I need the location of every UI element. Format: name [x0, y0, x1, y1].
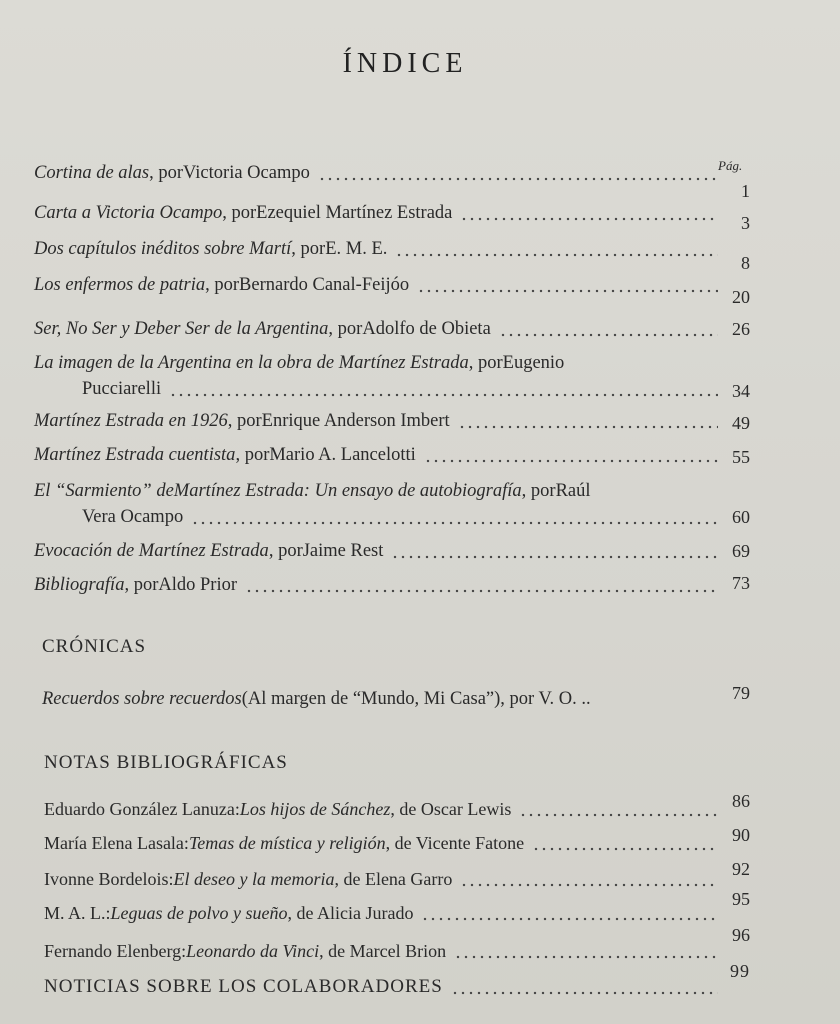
page-number: 96 — [732, 925, 750, 945]
separator: , por — [235, 445, 270, 465]
author: Eugenio — [502, 353, 565, 373]
page-number: 99 — [730, 961, 750, 981]
work-title: Martínez Estrada cuentista — [34, 445, 236, 465]
page-number: 55 — [732, 447, 750, 467]
work-title: Los hijos de Sánchez — [239, 799, 391, 819]
separator: , por — [149, 163, 184, 183]
toc-entry — [34, 272, 756, 307]
section-heading-cronicas: CRÓNICAS — [42, 636, 147, 657]
toc-entry — [34, 350, 756, 402]
leader-dots — [421, 908, 718, 922]
author: Aldo Prior — [158, 575, 237, 595]
leader-dots — [458, 416, 718, 430]
work-title: Dos capítulos inéditos sobre Martí — [34, 239, 292, 259]
page-number: 69 — [732, 541, 750, 561]
page-number: 79 — [732, 683, 750, 703]
author-continued: Vera Ocampo — [82, 507, 184, 527]
page-number: 90 — [732, 825, 750, 845]
page-column-label: Pág. — [718, 158, 743, 173]
contributors-entry — [44, 961, 756, 1000]
contributors-label: NOTICIAS SOBRE LOS COLABORADORES — [44, 976, 443, 997]
entry-details: (Al margen de “Mundo, Mi Casa”), por V. O. .. — [241, 689, 591, 709]
reviewer: Eduardo González Lanuza: — [44, 799, 240, 819]
separator: , por — [468, 353, 503, 373]
leader-dots — [499, 324, 718, 338]
toc-entry — [34, 316, 756, 342]
leader-dots — [417, 280, 718, 294]
author: Adolfo de Obieta — [362, 319, 491, 339]
page-number: 60 — [732, 507, 750, 527]
work-title: El deseo y la memoria — [173, 869, 335, 889]
toc-entry — [34, 160, 756, 201]
separator: , por — [268, 541, 303, 561]
work-title: Ser, No Ser y Deber Ser de la Argentina — [34, 319, 329, 339]
page-number: 3 — [741, 213, 750, 233]
separator: , por — [291, 239, 326, 259]
note-entry — [44, 859, 756, 892]
page-number: 34 — [732, 381, 750, 401]
separator: , por — [328, 319, 363, 339]
page-number: 1 — [741, 181, 750, 201]
reviewer: María Elena Lasala: — [44, 833, 189, 853]
work-title: Cortina de alas — [34, 163, 150, 183]
separator: , por — [227, 411, 262, 431]
toc-entry — [34, 572, 756, 598]
leader-dots — [424, 450, 718, 464]
author: Bernardo Canal-Feijóo — [239, 275, 410, 295]
leader-dots — [395, 244, 718, 258]
page-number: 49 — [732, 413, 750, 433]
toc-entry — [34, 408, 756, 434]
leader-dots — [318, 168, 718, 182]
work-title: La imagen de la Argentina en la obra de Martínez Estrada — [34, 353, 469, 373]
work-author: , de Alicia Jurado — [287, 903, 414, 923]
toc-entry — [34, 538, 756, 564]
author-continued: Pucciarelli — [82, 379, 162, 399]
page-number: 26 — [732, 319, 750, 339]
author: Ezequiel Martínez Estrada — [256, 203, 453, 223]
work-author: , de Vicente Fatone — [385, 833, 525, 853]
page-number: 95 — [732, 889, 750, 909]
leader-dots — [245, 580, 718, 594]
work-author: , de Elena Garro — [334, 869, 453, 889]
page-number: 20 — [732, 287, 750, 307]
toc-entry — [34, 478, 756, 530]
work-title: Martínez Estrada: Un ensayo de autobiografía — [173, 481, 522, 501]
page-number: 73 — [732, 573, 750, 593]
section-heading-notas: NOTAS BIBLIOGRÁFICAS — [44, 752, 288, 773]
leader-dots — [391, 546, 718, 560]
page-number: 86 — [732, 791, 750, 811]
separator: , por — [205, 275, 240, 295]
work-title: Recuerdos sobre recuerdos — [42, 689, 242, 709]
reviewer: Fernando Elenberg: — [44, 941, 187, 961]
leader-dots — [460, 874, 718, 888]
work-title-prefix: El “Sarmiento” de — [34, 481, 174, 501]
toc-entry — [34, 200, 756, 233]
note-entry — [44, 825, 756, 856]
work-author: , de Marcel Brion — [319, 941, 447, 961]
note-entry — [44, 791, 756, 822]
author: Enrique Anderson Imbert — [261, 411, 450, 431]
leader-dots — [451, 982, 718, 996]
leader-dots — [532, 838, 718, 852]
author: Mario A. Lancelotti — [269, 445, 416, 465]
author: E. M. E. — [325, 239, 388, 259]
work-title: Leonardo da Vinci — [186, 941, 320, 961]
page-number: 8 — [741, 253, 750, 273]
work-author: , de Oscar Lewis — [390, 799, 512, 819]
author: Jaime Rest — [302, 541, 384, 561]
separator: , por — [124, 575, 159, 595]
work-title: Evocación de Martínez Estrada — [34, 541, 269, 561]
reviewer: M. A. L.: — [44, 903, 111, 923]
work-title: Carta a Victoria Ocampo — [34, 203, 223, 223]
separator: , por — [521, 481, 556, 501]
toc-entry — [34, 442, 756, 468]
leader-dots — [460, 208, 718, 222]
page-number: 92 — [732, 859, 750, 879]
leader-dots — [519, 804, 718, 818]
page-title: ÍNDICE — [342, 48, 468, 79]
leader-dots — [191, 512, 718, 526]
toc-entry — [34, 236, 756, 273]
leader-dots — [169, 384, 718, 398]
separator: , por — [222, 203, 257, 223]
work-title: Los enfermos de patria — [34, 275, 206, 295]
author: Victoria Ocampo — [183, 163, 310, 183]
work-title: Bibliografía — [34, 575, 125, 595]
work-title: Martínez Estrada en 1926 — [34, 411, 228, 431]
work-title: Leguas de polvo y sueño — [110, 903, 288, 923]
note-entry — [44, 889, 756, 926]
note-entry — [44, 925, 756, 964]
author: Raúl — [555, 481, 591, 501]
reviewer: Ivonne Bordelois: — [44, 869, 174, 889]
leader-dots — [454, 946, 718, 960]
work-title: Temas de mística y religión — [188, 833, 386, 853]
toc-entry — [42, 683, 756, 712]
